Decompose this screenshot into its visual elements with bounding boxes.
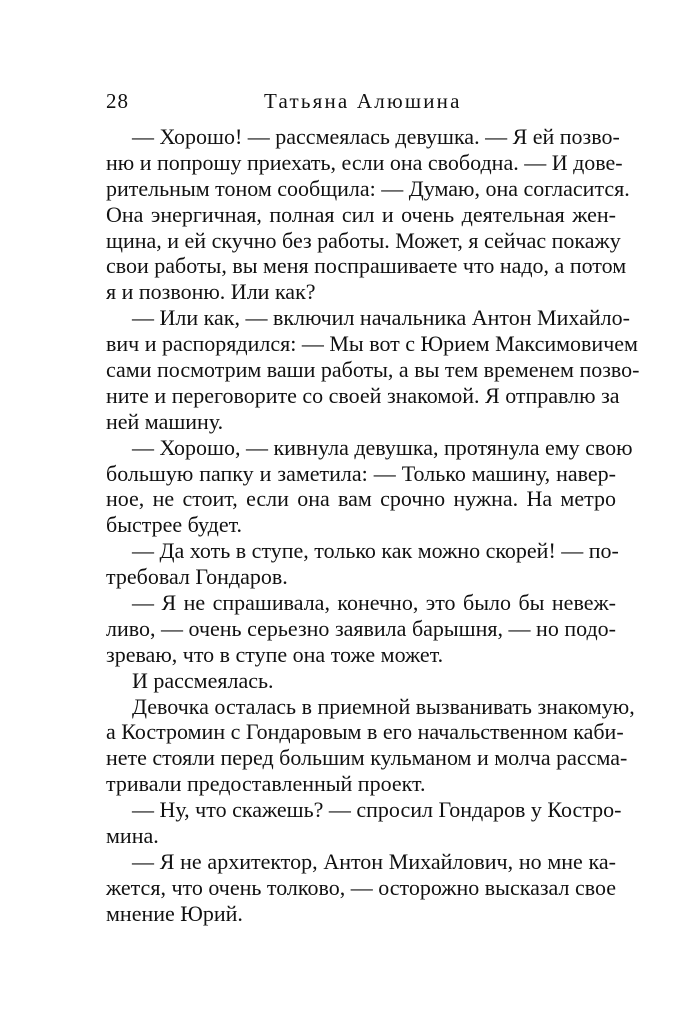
text-line: рительным тоном сообщила: — Думаю, она согласится. [106, 175, 630, 201]
text-line: я и позвоню. Или как? [106, 279, 316, 305]
text-line: мина. [106, 823, 159, 849]
text-line: — Я не архитектор, Антон Михайлович, но мне ка- [132, 848, 616, 874]
text-line: Она энергичная, полная сил и очень деятельная жен- [106, 201, 616, 227]
text-line: вич и распорядился: — Мы вот с Юрием Максимовичем [106, 331, 638, 357]
text-line: большую папку и заметила: — Только машину, навер- [106, 460, 616, 486]
text-line: свои работы, вы меня поспрашиваете что надо, а потом [106, 253, 627, 279]
text-line: ливо, — очень серьезно заявила барышня, — но подо- [106, 615, 616, 641]
page-header [106, 86, 616, 116]
text-line: нете стояли перед большим кульманом и молча рассма- [106, 745, 628, 771]
text-line: — Или как, — включил начальника Антон Михайло- [132, 305, 630, 331]
text-line: — Ну, что скажешь? — спросил Гондаров у Костро- [132, 797, 622, 823]
text-line: И рассмеялась. [132, 667, 274, 693]
text-line: ните и переговорите со своей знакомой. Я отправлю за [106, 382, 620, 408]
text-line: ню и попрошу приехать, если она свободна. — И дове- [106, 149, 623, 175]
text-line: щина, и ей скучно без работы. Может, я сейчас покажу [106, 227, 621, 253]
text-line: жется, что очень толково, — осторожно высказал свое [106, 874, 616, 900]
text-line: — Хорошо, — кивнула девушка, протянула ему свою [132, 434, 633, 460]
text-line: — Я не спрашивала, конечно, это было бы невеж- [132, 590, 616, 616]
text-line: ное, не стоит, если она вам срочно нужна. На метро [106, 486, 616, 512]
text-line: — Да хоть в ступе, только как можно скорей! — по- [132, 538, 619, 564]
running-head-author: Татьяна Алюшина [264, 89, 462, 113]
text-line: ней машину. [106, 408, 224, 434]
text-line: Девочка осталась в приемной вызванивать знакомую, [132, 693, 635, 719]
text-line: тривали предоставленный проект. [106, 771, 426, 797]
page-number: 28 [106, 89, 129, 113]
text-line: требовал Гондаров. [106, 564, 288, 590]
text-line: зреваю, что в ступе она тоже может. [106, 641, 444, 667]
text-line: сами посмотрим ваши работы, а вы тем временем позво- [106, 357, 640, 383]
body-text [106, 124, 640, 927]
text-line: — Хорошо! — рассмеялась девушка. — Я ей позво- [132, 124, 620, 149]
text-line: а Костромин с Гондаровым в его начальственном каби- [106, 719, 624, 745]
text-line: быстрее будет. [106, 512, 243, 538]
text-line: мнение Юрий. [106, 900, 243, 926]
